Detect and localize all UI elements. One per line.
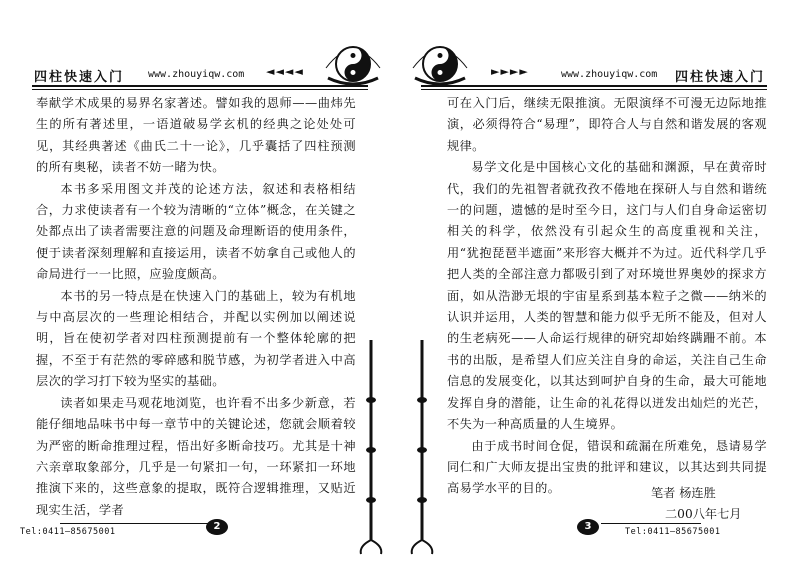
footer-rule: [60, 523, 210, 524]
paragraph: 奉献学术成果的易界名家著述。譬如我的恩师——曲炜先生的所有著述里，一语道破易学玄机的经典之论处处可见，其经典著述《曲氏二十一论》，几乎囊括了四柱预测的所有奥秘，读者不妨一睹为快。: [36, 96, 356, 175]
header-rule: [421, 85, 767, 87]
footer-rule: [601, 523, 701, 524]
paragraph: 可在入门后，继续无限推演。无限演绎不可漫无边际地推演，必须得符合“易理”，即符合人与自然和谐发展的客观规律。: [447, 96, 767, 153]
header-url: www.zhouyiqw.com: [148, 69, 245, 80]
footer-tel: Tel:0411—85675001: [625, 527, 721, 537]
decorative-pole-icon: [409, 340, 435, 555]
paragraph: 本书的另一特点是在快速入门的基础上，较为有机地与中高层次的一些理论相结合，并配以实例加以阐述说明，旨在使初学者对四柱预测提前有一个整体轮廓的把握，不至于有茫然的零碎感和脱节感，为初学者进入中高层次的学习打下较为坚实的基础。: [36, 288, 356, 389]
header-arrows: ►►►►: [491, 65, 529, 78]
header-arrows: ◄◄◄◄: [266, 65, 304, 78]
left-page: [0, 0, 396, 561]
header-book-title: 四柱快速入门: [34, 70, 125, 85]
header-rule-thin: [421, 89, 767, 90]
header-url: www.zhouyiqw.com: [561, 69, 658, 80]
signature-date: 二00八年七月: [665, 507, 742, 521]
page-number: 3: [577, 519, 599, 535]
decorative-pole-icon: [358, 340, 384, 555]
paragraph: 读者如果走马观花地浏览，也许看不出多少新意，若能仔细地品味书中每一章节中的关键论述，您就会顺着较为严密的断命推理过程，悟出好多断命技巧。尤其是十神六亲章取象部分，几乎是一句紧扣一句，一环紧扣一环地推演下来的，这些意象的提取，既符合逻辑推理，又贴近现实生活，学者: [36, 395, 356, 517]
right-body-text: [447, 93, 767, 500]
paragraph: 由于成书时间仓促，错误和疏漏在所难免，恳请易学同仁和广大师友提出宝贵的批评和建议，以其达到共同提高易学水平的目的。: [447, 438, 767, 496]
paragraph: 本书多采用图文并茂的论述方法，叙述和表格相结合，力求使读者有一个较为清晰的“立体”概念，在关键之处都点出了读者需要注意的问题及命理断语的使用条件，便于读者深刻理解和直接运用，读者不妨拿自己或他人的命局进行一一比照，应验度颇高。: [36, 181, 356, 282]
header-book-title: 四柱快速入门: [675, 70, 766, 85]
left-body-text: [36, 93, 356, 521]
paragraph: 易学文化是中国核心文化的基础和渊源，早在黄帝时代，我们的先祖智者就孜孜不倦地在探研人与自然和谐统一的问题，遗憾的是时至今日，这门与人们自身命运密切相关的科学，依然没有引起众生的高度重视和关注，用“犹抱琵琶半遮面”来形容大概并不为过。近代科学几乎把人类的全部注意力都吸引到了对环境世界奥妙的探求方面，如从浩渺无垠的宇宙星系到基本粒子之微——纳米的认识并运用，人类的智慧和能力似乎无所不能及，但对人的生老病死——人命运行规律的研究却始终蹒跚不前。本书的出版，是希望人们应关注自身的命运，关注自己生命信息的发展变化，以其达到呵护自身的生命，最大可能地发挥自身的潜能，让生命的礼花得以迸发出灿烂的光芒，不失为一种高质量的人生境界。: [447, 160, 767, 432]
yin-yang-logo-icon: [318, 28, 388, 90]
right-page: [397, 0, 793, 561]
author-signature: 笔者 杨连胜: [651, 486, 716, 500]
footer-tel: Tel:0411—85675001: [20, 527, 116, 537]
yin-yang-logo-icon: [405, 28, 475, 90]
page-number: 2: [206, 519, 228, 535]
